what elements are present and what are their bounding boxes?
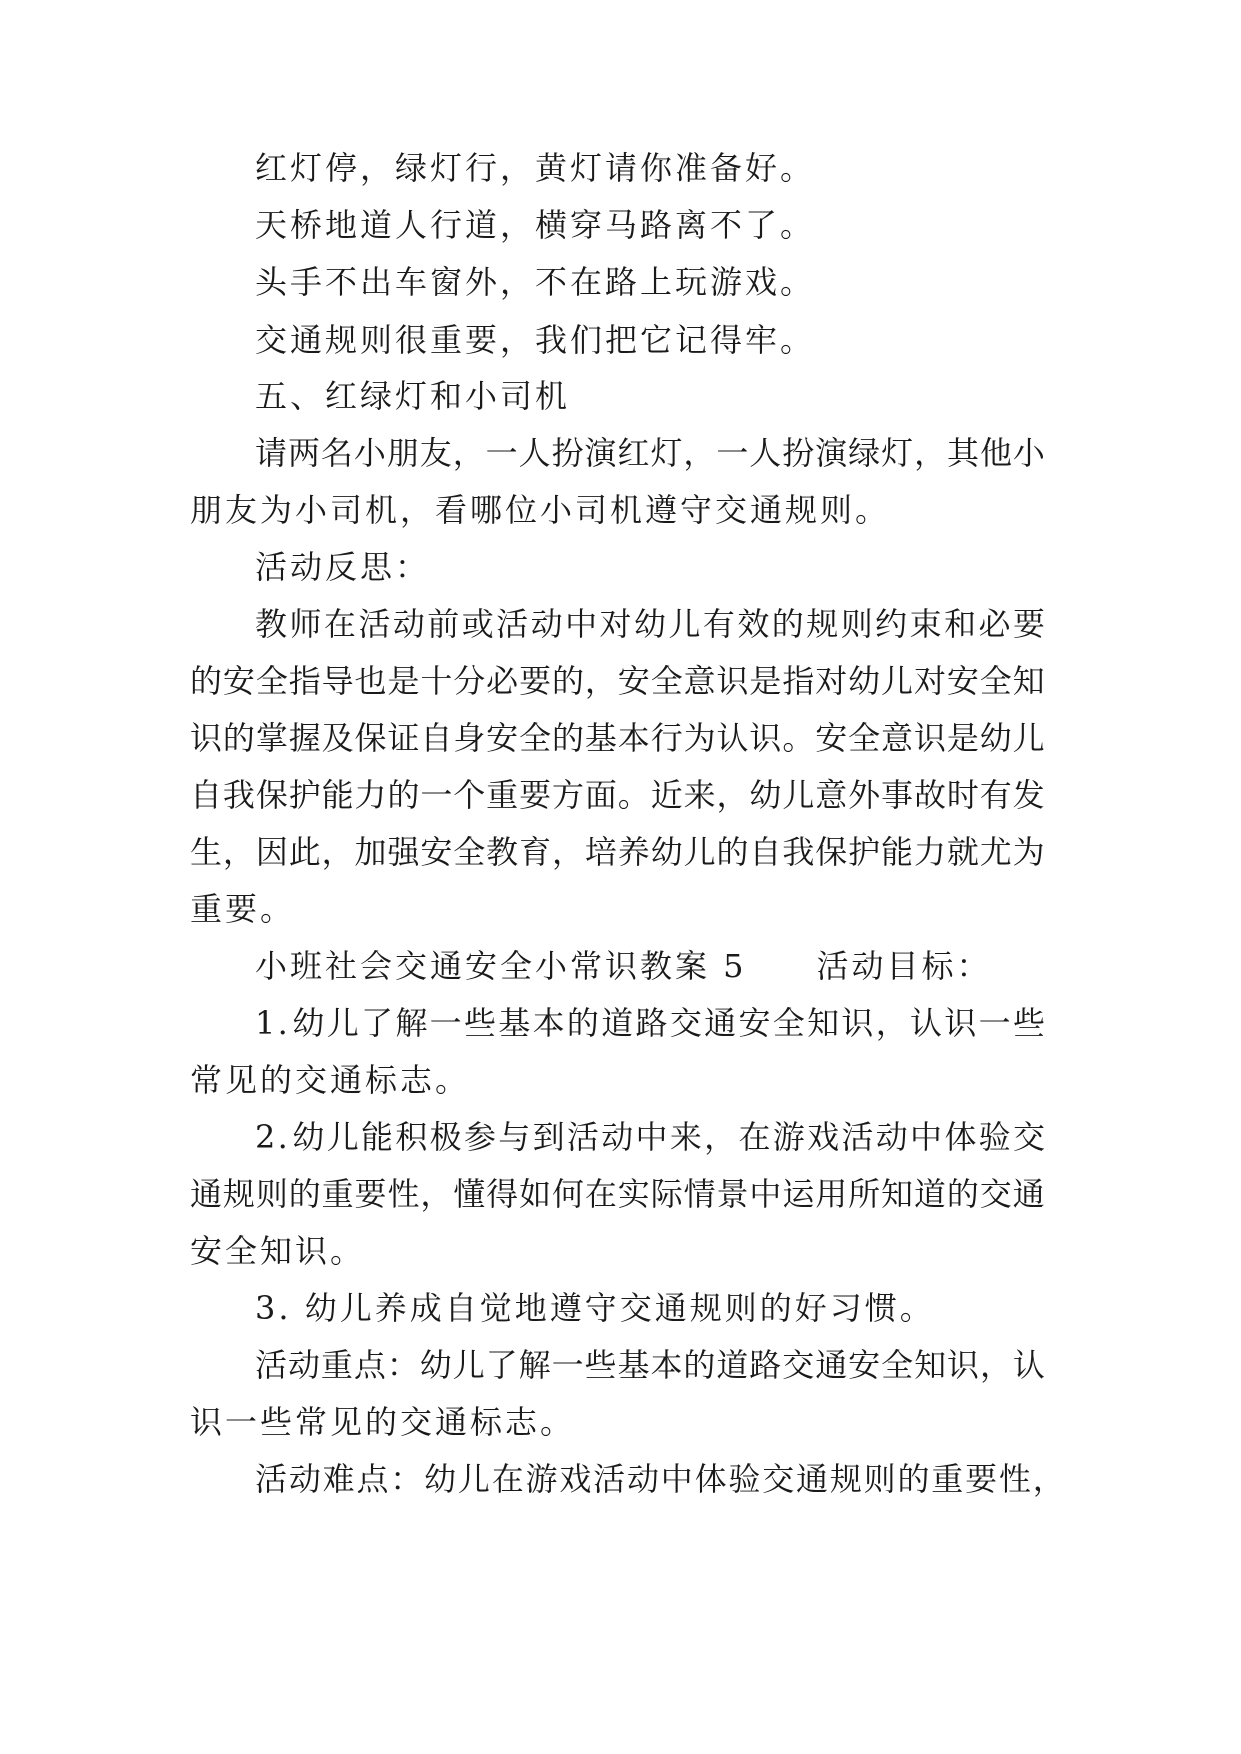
text-line: 重要。 xyxy=(190,890,296,928)
text-line: 生 ， 因 此 ， 加 强 安 全 教 育 ， 培 养 幼 儿 的 自 我 保 护 能 力 就 尤 为 xyxy=(190,833,1045,871)
section-heading: 活动反思： xyxy=(255,548,431,586)
text-line: 活 动 难 点 ： 幼 儿 在 游 戏 活 动 中 体 验 交 通 规 则 的 重 要 性 ， xyxy=(255,1460,1065,1498)
text-line: 红灯停，绿灯行，黄灯请你准备好。 xyxy=(255,149,816,187)
text-line: 天桥地道人行道，横穿马路离不了。 xyxy=(255,206,816,244)
list-item: 1 . 幼 儿 了 解 一 些 基 本 的 道 路 交 通 安 全 知 识 ， 认 识 一 些 xyxy=(255,1004,1045,1042)
text-line: 通 规 则 的 重 要 性 ， 懂 得 如 何 在 实 际 情 景 中 运 用 所 知 道 的 交 通 xyxy=(190,1175,1045,1213)
section-heading: 五、红绿灯和小司机 xyxy=(255,377,571,415)
text-line: 活 动 重 点 ： 幼 儿 了 解 一 些 基 本 的 道 路 交 通 安 全 知 识 ， 认 xyxy=(255,1346,1045,1384)
text-line: 识 的 掌 握 及 保 证 自 身 安 全 的 基 本 行 为 认 识 。 安 全 意 识 是 幼 儿 xyxy=(190,719,1045,757)
list-item: 2 . 幼 儿 能 积 极 参 与 到 活 动 中 来 ， 在 游 戏 活 动 中 体 验 交 xyxy=(255,1118,1045,1156)
text-line: 识一些常见的交通标志。 xyxy=(190,1403,576,1441)
text-line: 教 师 在 活 动 前 或 活 动 中 对 幼 儿 有 效 的 规 则 约 束 和 必 要 xyxy=(255,605,1045,643)
text-line: 自 我 保 护 能 力 的 一 个 重 要 方 面 。 近 来 ， 幼 儿 意 外 事 故 时 有 发 xyxy=(190,776,1045,814)
text-line: 请 两 名 小 朋 友 ， 一 人 扮 演 红 灯 ， 一 人 扮 演 绿 灯 ， 其 他 小 xyxy=(255,434,1045,472)
section-heading: 小班社会交通安全小常识教案 5 活动目标： xyxy=(255,947,992,985)
list-item: 3. 幼儿养成自觉地遵守交通规则的好习惯。 xyxy=(255,1289,935,1327)
text-line: 常见的交通标志。 xyxy=(190,1061,471,1099)
text-line: 头手不出车窗外，不在路上玩游戏。 xyxy=(255,263,816,301)
text-line: 交通规则很重要，我们把它记得牢。 xyxy=(255,321,816,359)
text-line: 的 安 全 指 导 也 是 十 分 必 要 的 ， 安 全 意 识 是 指 对 幼 儿 对 安 全 知 xyxy=(190,662,1045,700)
text-line: 朋友为小司机，看哪位小司机遵守交通规则。 xyxy=(190,491,891,529)
text-line: 安全知识。 xyxy=(190,1232,366,1270)
